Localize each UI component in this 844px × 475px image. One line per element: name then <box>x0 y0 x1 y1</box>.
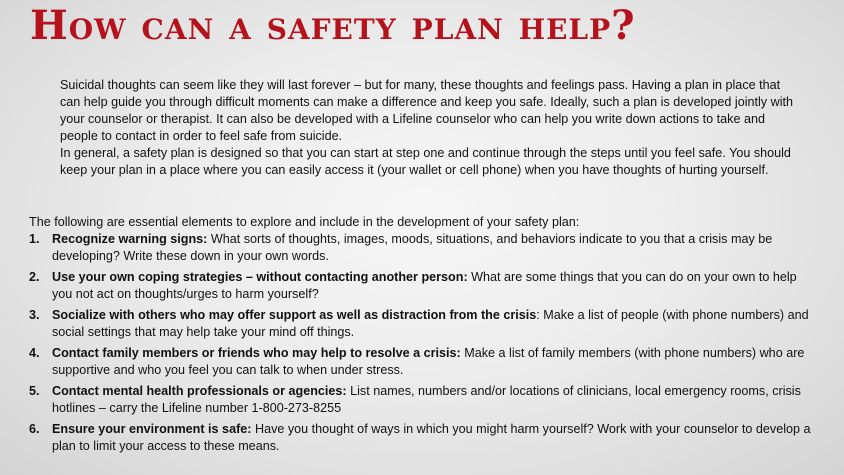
intro-text <box>60 77 795 179</box>
step-number: 6. <box>29 422 40 436</box>
step-text: Have you thought of ways in which you might harm yourself? Work with your counselor to develop a plan to limit your access to these means. <box>52 422 811 453</box>
step-text: What sorts of thoughts, images, moods, situations, and behaviors indicate to you that a crisis may be developing? Write these down in your own words. <box>52 232 773 263</box>
step-heading: Ensure your environment is safe: <box>52 422 252 436</box>
intro-paragraph: Suicidal thoughts can seem like they will last forever – but for many, these thoughts and feelings pass. Having a plan in place that can help guide you through difficult moments can make a difference and keep you safe. Ideally, such a plan is developed jointly with your counselor or therapist. It can also be developed with a Lifeline counselor who can help you write down actions to take and people to contact in order to feel safe from suicide. <box>60 78 793 143</box>
list-item <box>29 231 819 265</box>
step-heading: Contact family members or friends who may help to resolve a crisis: <box>52 346 461 360</box>
step-number: 5. <box>29 384 40 398</box>
list-item <box>29 269 819 303</box>
list-item <box>29 383 819 417</box>
step-heading: Socialize with others who may offer support as well as distraction from the crisis <box>52 308 537 322</box>
step-text: Make a list of family members (with phone numbers) who are supportive and who you feel you can talk to when under stress. <box>52 346 805 377</box>
page-title: How can a safety plan help? <box>30 2 636 49</box>
step-text: : Make a list of people (with phone numbers) and social settings that may help take your mind off things. <box>52 308 809 339</box>
intro-paragraph: In general, a safety plan is designed so that you can start at step one and continue through the steps until you feel safe. You should keep your plan in a place where you can easily access it (your wallet or cell phone) when you have thoughts of hurting yourself. <box>60 146 791 177</box>
step-number: 3. <box>29 308 40 322</box>
step-number: 2. <box>29 270 40 284</box>
step-text: What are some things that you can do on your own to help you not act on thoughts/urges to harm yourself? <box>52 270 797 301</box>
step-number: 1. <box>29 232 40 246</box>
step-heading: Use your own coping strategies – without contacting another person: <box>52 270 468 284</box>
list-item <box>29 307 819 341</box>
step-heading: Contact mental health professionals or agencies: <box>52 384 347 398</box>
safety-plan-steps <box>29 231 819 459</box>
list-item <box>29 345 819 379</box>
step-number: 4. <box>29 346 40 360</box>
list-item <box>29 421 819 455</box>
step-text: List names, numbers and/or locations of clinicians, local emergency rooms, crisis hotlines – carry the Lifeline number 1-800-273-8255 <box>52 384 801 415</box>
list-lead-text: The following are essential elements to explore and include in the development of your safety plan: <box>29 215 580 229</box>
step-heading: Recognize warning signs: <box>52 232 208 246</box>
